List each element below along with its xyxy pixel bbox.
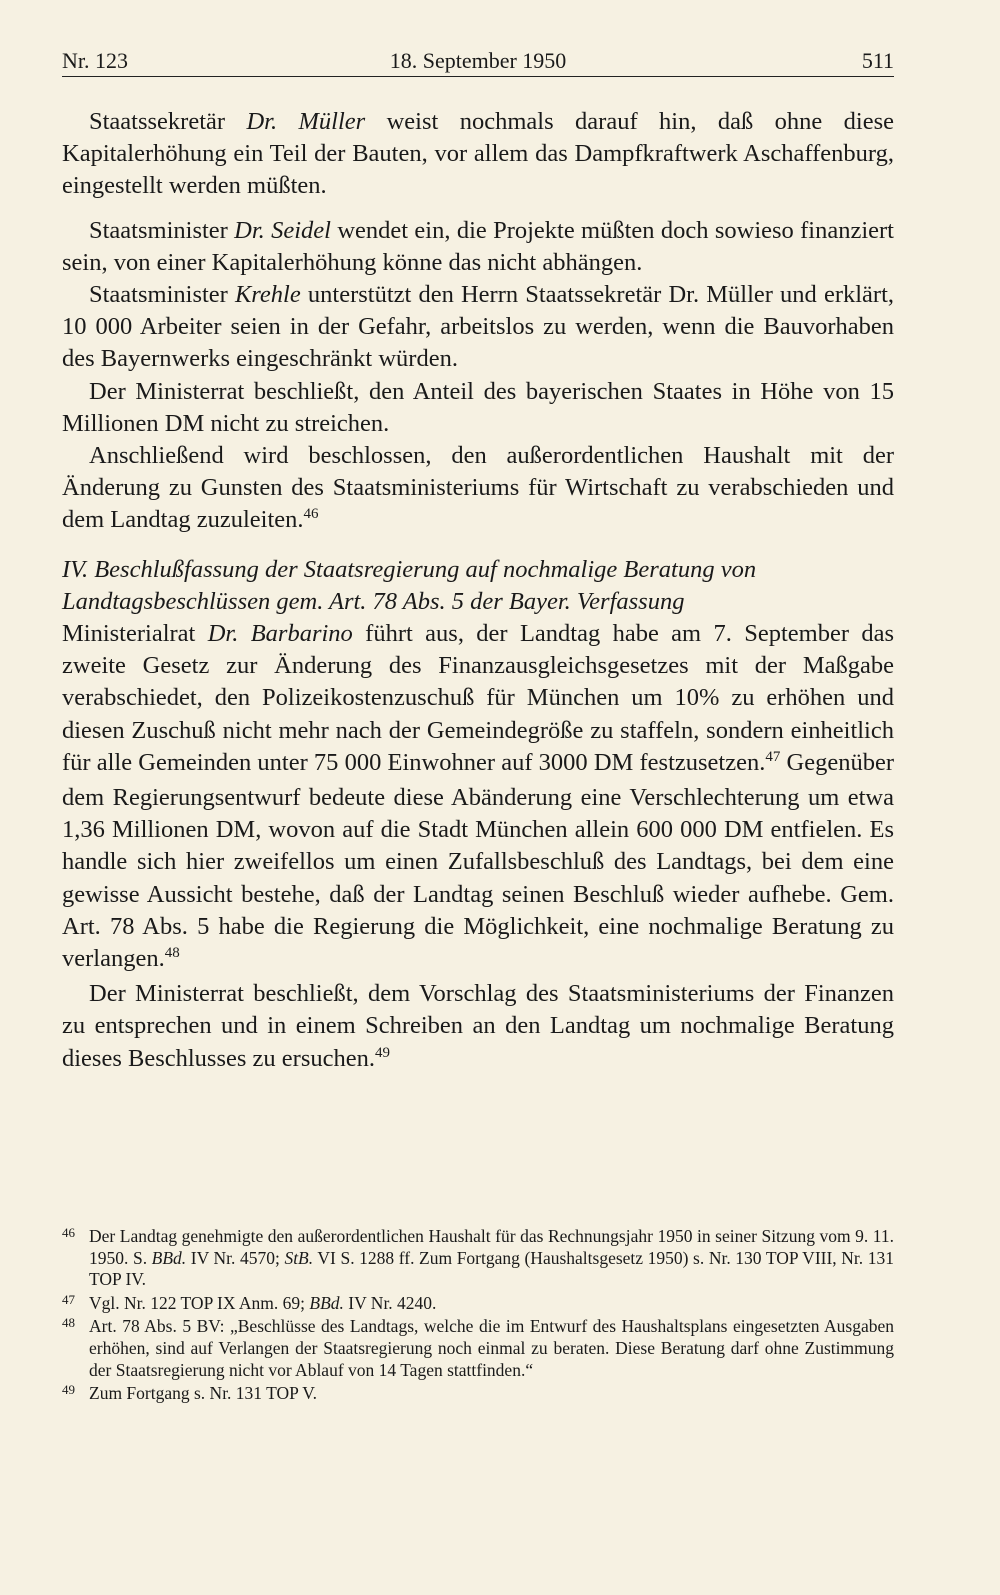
- footnote-ref: 48: [164, 945, 180, 962]
- footnote: 48 Art. 78 Abs. 5 BV: „Beschlüsse des Landtags, welche die im Entwurf des Haushaltsplans eingesetzten Ausgaben erhöhen, sind auf Verlangen der Staatsregierung noch einmal zu beraten. Diese Beratung darf ohne Zustimmung der Staatsregierung nicht vor Ablauf von 14 Tagen stattfinden.“: [62, 1316, 894, 1381]
- paragraph: Staatsminister Dr. Seidel wendet ein, die Projekte müßten doch sowieso finanziert sein, von einer Kapitalerhöhung könne das nicht abhängen.: [62, 216, 894, 276]
- paragraph: Staatssekretär Dr. Müller weist nochmals darauf hin, daß ohne diese Kapitalerhöhung ein Teil der Bauten, vor allem das Dampfkraftwerk Aschaffenburg, eingestellt werden müßten.: [62, 108, 894, 200]
- footnote-ref: 49: [374, 1044, 390, 1061]
- main-text: [62, 106, 894, 1078]
- person-name: Dr. Seidel: [234, 216, 331, 244]
- paragraph: Der Ministerrat beschließt, dem Vorschlag des Staatsministeriums der Finanzen zu entsprechen und in einem Schreiben an den Landtag um nochmalige Beratung dieses Beschlusses zu ersuchen.$^{49}$: [62, 980, 894, 1072]
- footnote-number: 49: [62, 1382, 75, 1398]
- footnote: 46 Der Landtag genehmigte den außerordentlichen Haushalt für das Rechnungsjahr 1950 in seiner Sitzung vom 9. 11. 1950. S. BBd. IV Nr. 4570; StB. VI S. 1288 ff. Zum Fortgang (Haushaltsgesetz 1950) s. Nr. 130 TOP VIII, Nr. 131 TOP IV.: [62, 1226, 894, 1291]
- person-name: Krehle: [234, 281, 301, 309]
- page-number: 511: [861, 48, 894, 73]
- footnote: 47 Vgl. Nr. 122 TOP IX Anm. 69; BBd. IV Nr. 4240.: [62, 1293, 894, 1315]
- person-name: Dr. Müller: [246, 108, 366, 135]
- paragraph: Der Ministerrat beschließt, den Anteil des bayerischen Staates in Höhe von 15 Millionen DM nicht zu streichen.: [62, 377, 894, 437]
- footnote-ref: 46: [303, 506, 319, 523]
- header-date: 18. September 1950: [389, 48, 567, 73]
- person-name: Dr. Barbarino: [207, 620, 353, 648]
- footnote: 49 Zum Fortgang s. Nr. 131 TOP V.: [62, 1383, 894, 1405]
- running-header: [62, 44, 894, 77]
- footnotes: [62, 1226, 894, 1407]
- footnote-number: 46: [62, 1225, 75, 1240]
- footnote-number: 48: [62, 1315, 75, 1331]
- footnote-ref: 47: [765, 748, 781, 765]
- document-number: Nr. 123: [62, 48, 128, 73]
- footnote-number: 47: [62, 1291, 75, 1307]
- paragraph: Ministerialrat Dr. Barbarino führt aus, der Landtag habe am 7. September das zweite Gesetz zur Änderung des Finanzausgleichsgesetzes mit der Maßgabe verabschiedet, den Polizeikostenzuschuß für München um 10% zu erhöhen und diesen Zuschuß nicht mehr nach der Gemeindegröße zu staffeln, sondern einheitlich für alle Gemeinden unter 75 000 Einwohner auf 3000 DM festzusetzen.$^{47}$ Gegenüber dem Regierungsentwurf bedeute diese Abänderung eine Verschlechterung um etwa 1,36 Millionen DM, wovon auf die Stadt München allein 600 000 DM entfielen. Es handle sich hier zweifellos um einen Zufallsbeschluß des Landtags, bei dem eine gewisse Aussicht bestehe, daß der Landtag seinen Beschluß wieder aufhebe. Gem. Art. 78 Abs. 5 habe die Regierung die Möglichkeit, eine nochmalige Beratung zu verlangen.$^{48}$: [62, 620, 894, 973]
- section-heading: IV. Beschlußfassung der Staatsregierung auf nochmalige Beratung von Landtagsbeschlüssen gem. Art. 78 Abs. 5 der Bayer. Verfassung: [62, 555, 757, 615]
- paragraph: Anschließend wird beschlossen, den außerordentlichen Haushalt mit der Änderung zu Gunsten des Staatsministeriums für Wirtschaft zu verabschieden und dem Landtag zuzuleiten.$^{46}$: [62, 442, 894, 534]
- paragraph: Staatsminister Krehle unterstützt den Herrn Staatssekretär Dr. Müller und erklärt, 10 000 Arbeiter seien in der Gefahr, arbeitslos zu werden, wenn die Bauvorhaben des Bayernwerks eingeschränkt würden.: [62, 281, 894, 373]
